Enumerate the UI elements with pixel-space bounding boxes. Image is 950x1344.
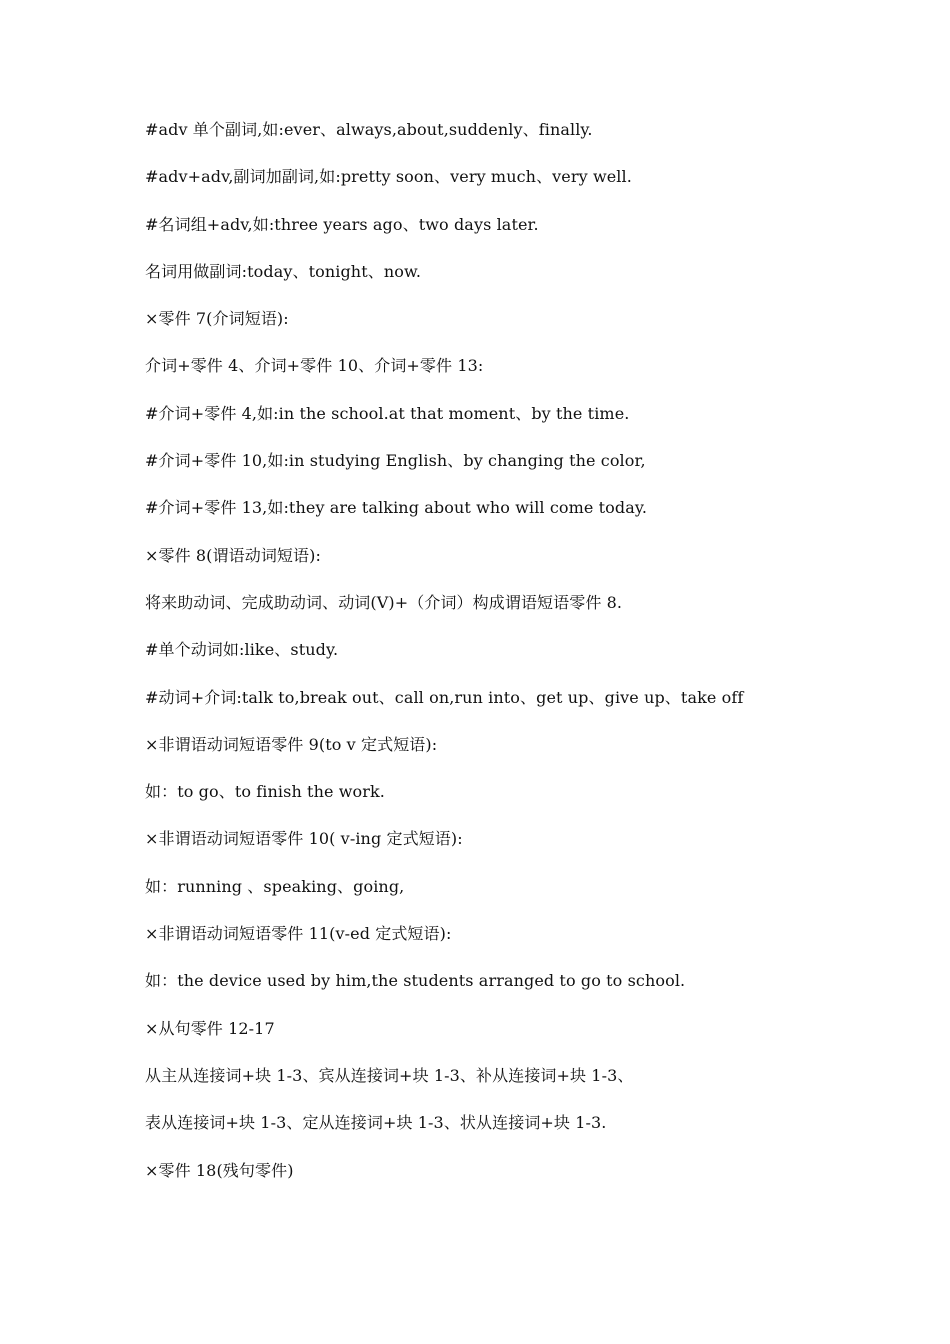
text-line: #介词+零件 4,如:in the school.at that moment、by the time.: [145, 403, 630, 423]
text-line: 表从连接词+块 1-3、定从连接词+块 1-3、状从连接词+块 1-3.: [145, 1113, 607, 1133]
section-heading: ×零件 8(谓语动词短语):: [145, 545, 321, 565]
text-line: #介词+零件 10,如:in studying English、by changing the color,: [145, 451, 646, 471]
text-line: #adv 单个副词,如:ever、always,about,suddenly、finally.: [145, 120, 593, 139]
section-heading: ×从句零件 12-17: [145, 1018, 275, 1038]
text-line: #adv+adv,副词加副词,如:pretty soon、very much、very well.: [145, 167, 632, 187]
text-line: #单个动词如:like、study.: [145, 640, 339, 660]
text-line: 从主从连接词+块 1-3、宾从连接词+块 1-3、补从连接词+块 1-3、: [145, 1065, 634, 1085]
text-line: #动词+介词:talk to,break out、call on,run into、get up、give up、take off: [145, 687, 744, 707]
text-line: #名词组+adv,如:three years ago、two days later.: [145, 214, 539, 234]
text-line: 如：running 、speaking、going,: [145, 876, 405, 896]
section-heading: ×零件 7(介词短语):: [145, 309, 289, 329]
section-heading: ×非谓语动词短语零件 10( v-ing 定式短语):: [145, 829, 463, 849]
text-line: 如：to go、to finish the work.: [145, 782, 385, 802]
text-line: 介词+零件 4、介词+零件 10、介词+零件 13:: [145, 356, 484, 376]
section-heading: ×零件 18(残句零件): [145, 1160, 294, 1180]
text-line: #介词+零件 13,如:they are talking about who will come today.: [145, 498, 648, 518]
text-line: 名词用做副词:today、tonight、now.: [145, 261, 422, 281]
section-heading: ×非谓语动词短语零件 9(to v 定式短语):: [145, 734, 438, 754]
document-body: [145, 116, 925, 1204]
section-heading: ×非谓语动词短语零件 11(v-ed 定式短语):: [145, 924, 452, 944]
text-line: 如：the device used by him,the students arranged to go to school.: [145, 971, 686, 991]
text-line: 将来助动词、完成助动词、动词(V)+（介词）构成谓语短语零件 8.: [145, 592, 623, 612]
